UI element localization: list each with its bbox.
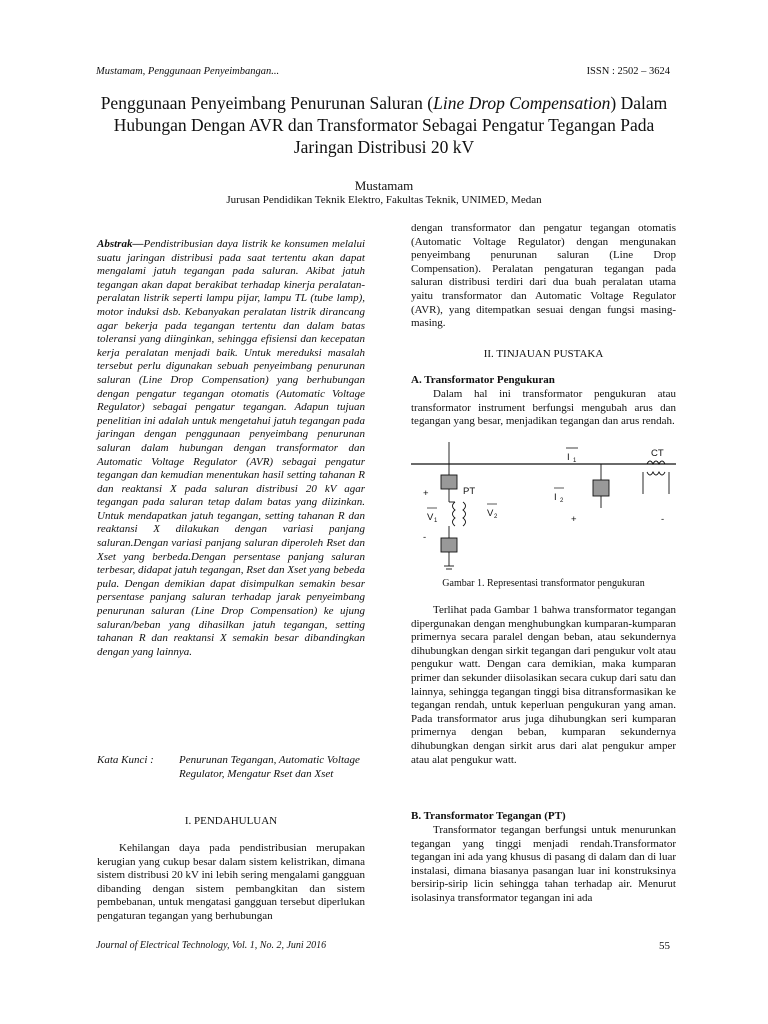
v2-label: V xyxy=(487,508,494,519)
v1-label: V xyxy=(427,512,434,523)
pt-label: PT xyxy=(463,486,476,497)
title-part1: Penggunaan Penyeimbang Penurunan Saluran ( xyxy=(100,93,434,113)
title-part2: Line Drop Compensation xyxy=(433,93,611,113)
i1-sub: 1 xyxy=(573,458,577,464)
abstract-label: Abstrak— xyxy=(97,238,144,250)
keywords-label: Kata Kunci : xyxy=(97,754,154,766)
subsection-a-heading: A. Transformator Pengukuran xyxy=(411,374,555,386)
v1-sub: 1 xyxy=(434,518,438,524)
i2-sub: 2 xyxy=(560,498,564,504)
title-part3: ) Dalam Hubungan Dengan AVR dan Transformator Sebagai Pengatur Tegangan Pada Jaringan Distribusi 20 kV xyxy=(113,93,668,157)
pt-fuse-bottom xyxy=(441,538,457,552)
keywords xyxy=(97,754,365,781)
i2-minus: - xyxy=(661,514,665,525)
v2-sub: 2 xyxy=(494,514,498,520)
running-title: Mustamam, Penggunaan Penyeimbangan... xyxy=(96,66,280,77)
paper-title xyxy=(96,92,672,158)
ct-meter-box xyxy=(593,480,609,496)
i1-label: I xyxy=(567,452,570,463)
issn: ISSN : 2502 – 3624 xyxy=(586,66,670,77)
page-number: 55 xyxy=(659,940,670,952)
v1-minus: - xyxy=(423,532,427,543)
section-1-heading: I. PENDAHULUAN xyxy=(184,815,278,827)
figure-caption: Gambar 1. Representasi transformator pengukuran xyxy=(442,578,645,589)
author: Mustamam xyxy=(354,178,414,193)
v1-plus: + xyxy=(423,488,429,499)
subsection-b-text: Transformator tegangan berfungsi untuk menurunkan tegangan yang tinggi menjadi rendah.Transformator tegangan ini ada yang khusus di pasang di dalam dan di luar instalasi, dimana biasanya pasangan luar ini konstruksinya bersirip-sirip licin sehingga tahan terhadap air. Menurut isolasinya transformator tegangan ini ada xyxy=(411,824,676,904)
subsection-b-heading: B. Transformator Tegangan (PT) xyxy=(411,810,566,822)
figure-transformer-diagram xyxy=(411,442,676,574)
subsection-a-text: Dalam hal ini transformator pengukuran atau transformator instrument berfungsi mengubah arus dan tegangan yang besar, menjadikan tegangan dan arus rendah. xyxy=(411,388,676,428)
abstract xyxy=(97,238,365,659)
pt-fuse-top xyxy=(441,475,457,489)
keywords-text: Penurunan Tegangan, Automatic Voltage Regulator, Mengatur Rset dan Xset xyxy=(179,754,360,780)
ct-label: CT xyxy=(651,448,664,459)
journal-footer: Journal of Electrical Technology, Vol. 1, No. 2, Juni 2016 xyxy=(96,940,327,951)
abstract-text: Pendistribusian daya listrik ke konsumen melalui suatu jaringan distribusi pada saat tertentu akan dapat mengalami jatuh tegangan pada saluran. Akibat jatuh tegangan akan dapat berakibat terhadap kinerja peralatan-peralatan listrik seperti lampu pijar, lampu TL (tube lamp), motor induksi dsb. Kebanyakan peralatan listrik dirancang agar bekerja pada tegangan tertentu dan dalam batas toleransi yang diinginkan, sehingga efisiensi dan kecepatan kerja peralatan menjadi baik. Untuk mereduksi masalah tersebut perlu digunakan sebuah penyeimbang penurunan saluran (Line Drop Compensation) yang berhubungan dengan pengatur tegangan otomatis (Automatic Voltage Regulator) sebagai pengatur tegangan. Adapun tujuan penelitian ini adalah untuk mengetahui jatuh tegangan pada jaringan dengan penggunaan penyeimbang penurunan saluran dalam hubungan dengan transformator dan Automatic Voltage Regulator (AVR) sebagai pengatur tegangan dan kemudian menentukan hasil setting tahanan R dan reaktansi X pada saluran distribusi 20 kV agar tegangan pada saluran tetap dalam batas yang diizinkan. Untuk mendapatkan jatuh tegangan, setting tahanan R dan reaktansi X dilakukan dengan variasi panjang saluran.Dengan variasi panjang saluran diperoleh Rset dan Xset yang berbeda.Dengan persentase panjang saluran terbesar, didapat jatuh tegangan, Rset dan Xset yang bebeda pula. Dengan demikian dapat disimpulkan semakin besar persentase panjang saluran terhadap jarak penyeimbang penurunan saluran (Line Drop Compensation) ke ujung saluran/beban yang dihasilkan jatuh tegangan, setting tahanan R dan reaktansi X semakin besar dibandingkan dengan yang lainnya. xyxy=(97,238,365,658)
section-2-heading: II. TINJAUAN PUSTAKA xyxy=(483,348,604,360)
i2-plus: + xyxy=(571,514,577,525)
section-1-text: Kehilangan daya pada pendistribusian merupakan kerugian yang cukup besar dalam sistem kelistrikan, dimana sistem distribusi 20 kV ini lebih sering mengalami gangguan dibanding dengan sistem pembangkitan dan sistem pembebanan, untuk mengatasi gangguan tersebut diperlukan pengaturan tegangan yang berhubungan xyxy=(97,842,365,922)
right-intro: dengan transformator dan pengatur tegangan otomatis (Automatic Voltage Regulator) dengan mengunakan penyeimbang penurunan saluran (Line Drop Compensation). Peralatan pengaturan tegangan pada saluran distribusi terdiri dari dua buah peralatan utama yaitu transformator dan Automatic Voltage Regulator (AVR), yang ditempatkan sesuai dengan fungsi masing-masing. xyxy=(411,222,676,330)
affiliation: Jurusan Pendidikan Teknik Elektro, Fakultas Teknik, UNIMED, Medan xyxy=(226,194,542,206)
i2-label: I xyxy=(554,492,557,503)
figure-discussion: Terlihat pada Gambar 1 bahwa transformator tegangan dipergunakan dengan menghubungkan kumparan-kumparan primernya secara paralel dengan beban, atau sekundernya dihubungkan dengan sirkit tegangan dari pengukur volt atau pengukur watt. Dengan cara demikian, maka kumparan primer dan sekunder diisolasikan secara cukup dari satu dan lainnya, sehingga tegangan tinggi bisa ditransformasikan ke tegangan rendah, untuk keperluan pengukuran yang aman. Pada transformator arus juga dihubungkan seri kumparan primernya dengan beban, kumparan sekundernya dihubungkan dengan sirkit arus dari alat pengukur amper atau alat pengukur watt. xyxy=(411,604,676,766)
